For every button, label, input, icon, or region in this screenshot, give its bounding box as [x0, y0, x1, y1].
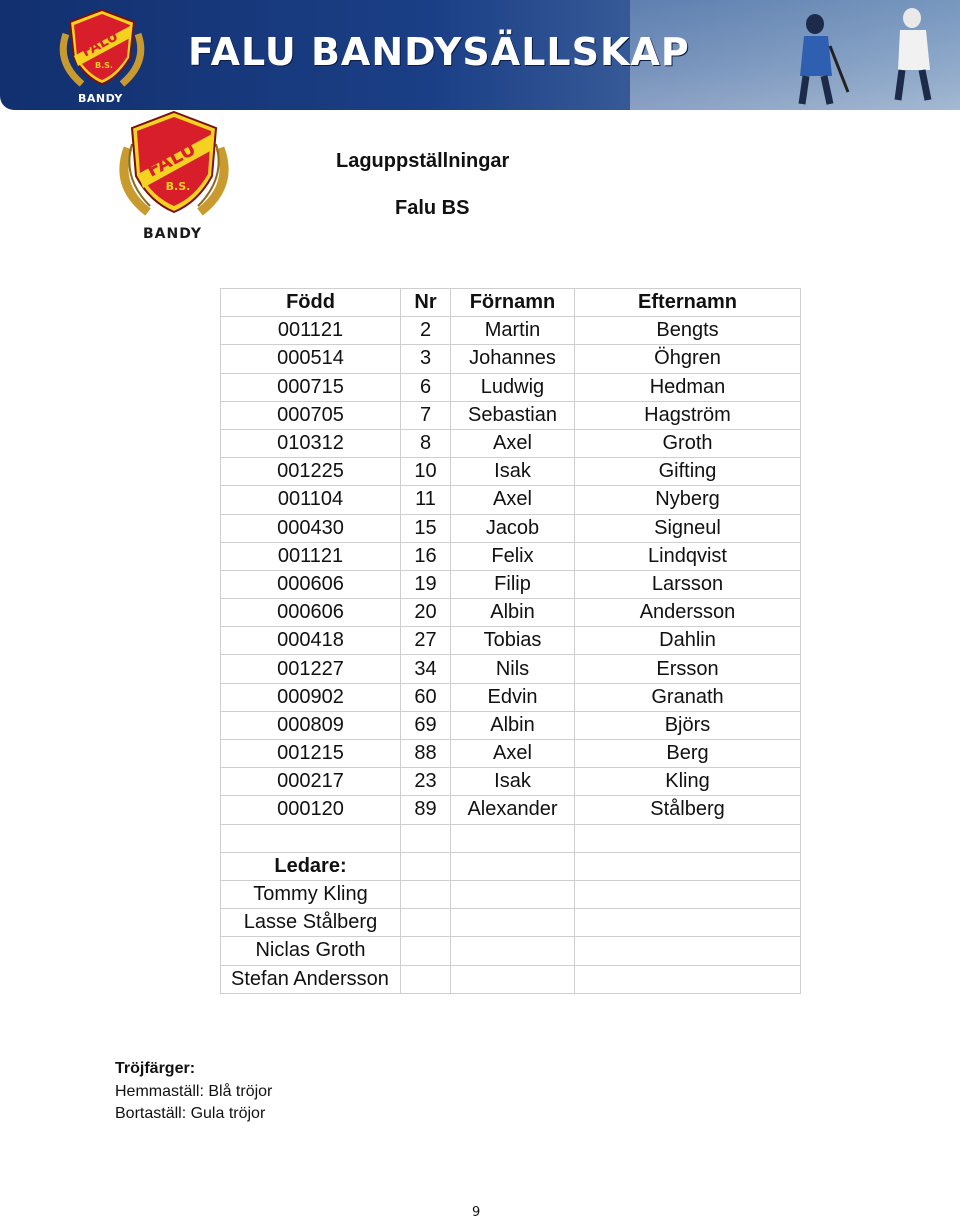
leader-name: Lasse Stålberg — [221, 909, 401, 937]
leader-name: Stefan Andersson — [221, 965, 401, 993]
cell-last-name: Gifting — [575, 458, 801, 486]
team-name: Falu BS — [395, 197, 470, 219]
cell-born: 000809 — [221, 711, 401, 739]
cell-number: 23 — [401, 768, 451, 796]
roster-table — [220, 288, 801, 994]
cell-born: 000902 — [221, 683, 401, 711]
table-row — [221, 683, 801, 711]
cell-first-name: Filip — [451, 570, 575, 598]
logo-bandy-text: BANDY — [143, 226, 202, 242]
banner-title: FALU BANDYSÄLLSKAP — [188, 30, 690, 74]
cell-number: 34 — [401, 655, 451, 683]
cell-number: 7 — [401, 401, 451, 429]
table-row — [221, 542, 801, 570]
table-row — [221, 937, 801, 965]
cell-first-name: Isak — [451, 458, 575, 486]
table-row — [221, 740, 801, 768]
cell-number: 20 — [401, 599, 451, 627]
header-first-name: Förnamn — [451, 289, 575, 317]
cell-born: 000418 — [221, 627, 401, 655]
table-row — [221, 570, 801, 598]
cell-last-name: Groth — [575, 429, 801, 457]
skater-figure-2 — [880, 2, 950, 102]
cell-born: 000430 — [221, 514, 401, 542]
cell-last-name: Andersson — [575, 599, 801, 627]
cell-last-name: Stålberg — [575, 796, 801, 824]
cell-first-name: Axel — [451, 740, 575, 768]
cell-first-name: Albin — [451, 599, 575, 627]
cell-first-name: Axel — [451, 486, 575, 514]
banner-logo-sub: B.S. — [95, 61, 113, 70]
cell-born: 000705 — [221, 401, 401, 429]
cell-born: 001104 — [221, 486, 401, 514]
leaders-section — [221, 824, 801, 993]
cell-number: 27 — [401, 627, 451, 655]
cell-last-name: Kling — [575, 768, 801, 796]
logo-text: FALU — [142, 137, 200, 182]
club-logo — [112, 108, 236, 223]
cell-number: 11 — [401, 486, 451, 514]
cell-number: 69 — [401, 711, 451, 739]
cell-born: 001227 — [221, 655, 401, 683]
cell-first-name: Albin — [451, 711, 575, 739]
cell-number: 10 — [401, 458, 451, 486]
cell-first-name: Tobias — [451, 627, 575, 655]
cell-born: 000606 — [221, 570, 401, 598]
header-banner — [0, 0, 960, 110]
table-row — [221, 373, 801, 401]
table-header-row — [221, 289, 801, 317]
banner-logo-bandy: BANDY — [78, 92, 123, 105]
cell-last-name: Hedman — [575, 373, 801, 401]
table-row — [221, 429, 801, 457]
cell-first-name: Jacob — [451, 514, 575, 542]
cell-last-name: Signeul — [575, 514, 801, 542]
cell-first-name: Martin — [451, 317, 575, 345]
cell-born: 000120 — [221, 796, 401, 824]
table-row — [221, 514, 801, 542]
page-number: 9 — [472, 1205, 481, 1220]
cell-first-name: Axel — [451, 429, 575, 457]
banner-logo-text: FALU — [79, 28, 121, 61]
cell-number: 89 — [401, 796, 451, 824]
table-row — [221, 852, 801, 880]
cell-last-name: Nyberg — [575, 486, 801, 514]
cell-born: 000715 — [221, 373, 401, 401]
leader-name: Niclas Groth — [221, 937, 401, 965]
cell-last-name: Dahlin — [575, 627, 801, 655]
roster-body — [221, 317, 801, 824]
away-jersey: Bortaställ: Gula tröjor — [115, 1105, 266, 1122]
cell-born: 001121 — [221, 317, 401, 345]
cell-last-name: Ersson — [575, 655, 801, 683]
cell-last-name: Bengts — [575, 317, 801, 345]
cell-first-name: Edvin — [451, 683, 575, 711]
table-row — [221, 486, 801, 514]
table-row — [221, 768, 801, 796]
cell-first-name: Nils — [451, 655, 575, 683]
cell-first-name: Johannes — [451, 345, 575, 373]
jersey-heading: Tröjfärger: — [115, 1060, 196, 1077]
cell-born: 000217 — [221, 768, 401, 796]
empty-row — [221, 824, 801, 852]
cell-number: 8 — [401, 429, 451, 457]
cell-number: 15 — [401, 514, 451, 542]
home-jersey: Hemmaställ: Blå tröjor — [115, 1082, 273, 1100]
banner-club-logo — [52, 4, 152, 94]
leaders-heading: Ledare: — [221, 852, 401, 880]
cell-first-name: Ludwig — [451, 373, 575, 401]
logo-sub: B.S. — [165, 180, 191, 193]
table-row — [221, 909, 801, 937]
table-row — [221, 796, 801, 824]
table-row — [221, 880, 801, 908]
cell-last-name: Björs — [575, 711, 801, 739]
cell-number: 60 — [401, 683, 451, 711]
table-row — [221, 965, 801, 993]
cell-first-name: Felix — [451, 542, 575, 570]
cell-number: 2 — [401, 317, 451, 345]
header-number: Nr — [401, 289, 451, 317]
cell-first-name: Sebastian — [451, 401, 575, 429]
table-row — [221, 655, 801, 683]
table-row — [221, 627, 801, 655]
leader-name: Tommy Kling — [221, 880, 401, 908]
cell-number: 6 — [401, 373, 451, 401]
cell-first-name: Alexander — [451, 796, 575, 824]
cell-born: 001121 — [221, 542, 401, 570]
header-last-name: Efternamn — [575, 289, 801, 317]
cell-last-name: Hagström — [575, 401, 801, 429]
cell-number: 19 — [401, 570, 451, 598]
cell-first-name: Isak — [451, 768, 575, 796]
jersey-colors — [115, 1058, 272, 1126]
cell-last-name: Larsson — [575, 570, 801, 598]
cell-number: 3 — [401, 345, 451, 373]
cell-born: 000514 — [221, 345, 401, 373]
cell-number: 16 — [401, 542, 451, 570]
cell-born: 001225 — [221, 458, 401, 486]
header-born: Född — [221, 289, 401, 317]
cell-last-name: Granath — [575, 683, 801, 711]
table-row — [221, 345, 801, 373]
skater-figure — [780, 6, 850, 106]
table-row — [221, 317, 801, 345]
table-row — [221, 711, 801, 739]
cell-born: 001215 — [221, 740, 401, 768]
cell-born: 000606 — [221, 599, 401, 627]
page-title: Laguppställningar — [336, 150, 510, 172]
cell-last-name: Berg — [575, 740, 801, 768]
cell-born: 010312 — [221, 429, 401, 457]
cell-last-name: Öhgren — [575, 345, 801, 373]
table-row — [221, 458, 801, 486]
table-row — [221, 599, 801, 627]
table-row — [221, 401, 801, 429]
cell-last-name: Lindqvist — [575, 542, 801, 570]
cell-number: 88 — [401, 740, 451, 768]
